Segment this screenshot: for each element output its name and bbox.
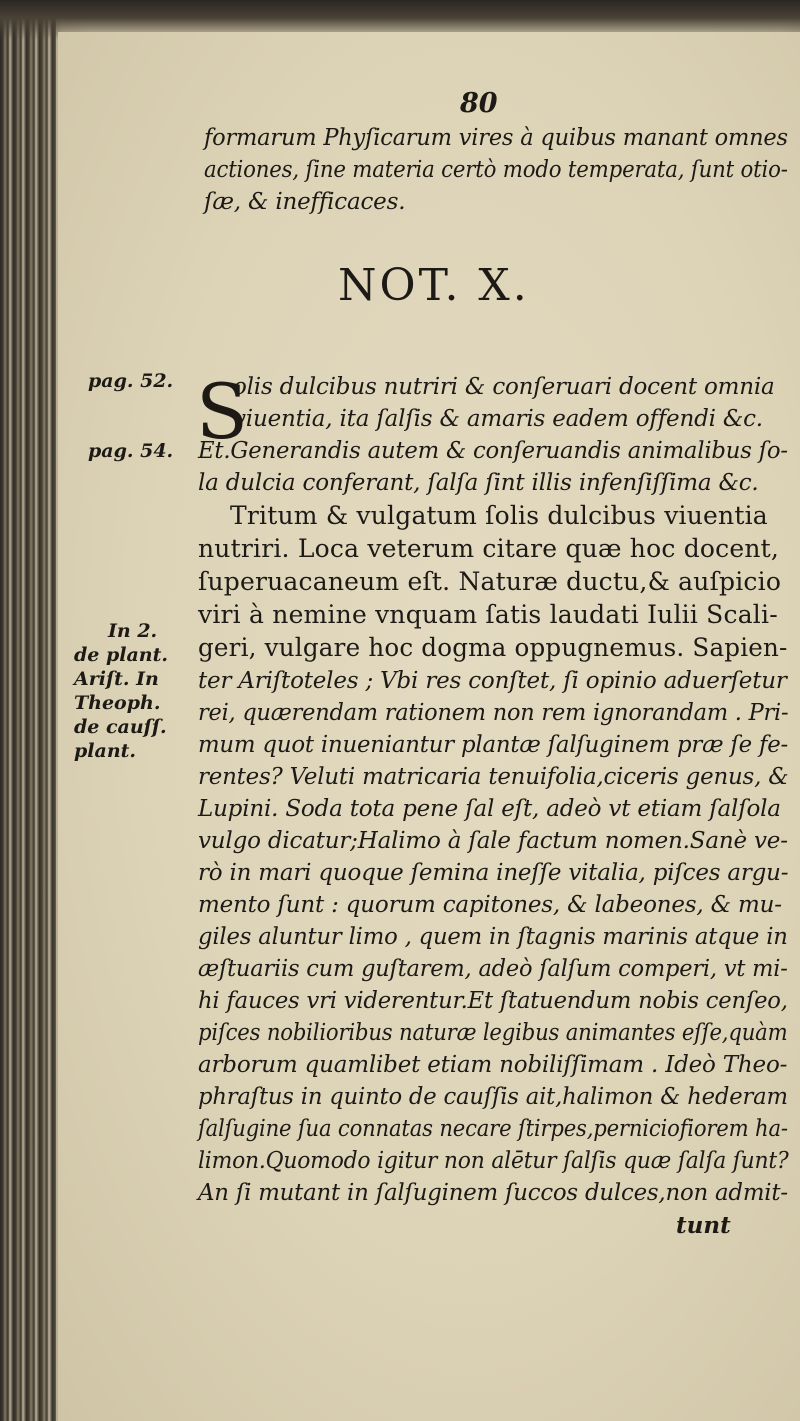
- body-line-26: An ſi mutant in ſalſuginem ſuccos dulces,non admit-: [198, 1180, 788, 1206]
- body-line-24: ſalſugine ſua connatas necare ſtirpes,perniciofiorem ha-: [198, 1116, 788, 1142]
- body-line-13: rentes? Veluti matricaria tenuifolia,ciceris genus, &: [198, 764, 789, 790]
- body-line-2: viuentia, ita ſalſis & amaris eadem offendi &c.: [233, 406, 763, 432]
- page-number: 80: [460, 88, 498, 119]
- body-line-19: æſtuariis cum guſtarem, adeò ſalſum comperi, vt mi-: [198, 956, 788, 982]
- body-line-17: mento ſunt : quorum capitones, & labeones, & mu-: [198, 892, 782, 918]
- body-line-9: geri, vulgare hoc dogma oppugnemus. Sapien-: [198, 633, 788, 662]
- margin-note-plant: plant.: [74, 740, 137, 762]
- catchword: tunt: [676, 1212, 731, 1239]
- body-line-1: olis dulcibus nutriri & conſeruari docent omnia: [233, 374, 775, 400]
- body-line-12: mum quot inueniantur plantæ ſalſuginem præ ſe fe-: [198, 732, 789, 758]
- top-line-1: formarum Phyſicarum vires à quibus manant omnes: [204, 125, 788, 151]
- book-page: [58, 32, 800, 1421]
- drop-cap: S: [196, 367, 249, 456]
- body-line-25: limon.Quomodo igitur non alētur ſalſis quæ ſalſa ſunt?: [198, 1148, 789, 1174]
- body-line-14: Lupini. Soda tota pene ſal eſt, adeò vt etiam ſalſola: [198, 796, 781, 822]
- body-line-5: Tritum & vulgatum ſolis dulcibus viuentia: [230, 501, 768, 530]
- margin-note-theoph: Theoph.: [74, 692, 161, 714]
- book-binding: [0, 0, 56, 1421]
- top-line-3: ſæ, & inefficaces.: [204, 189, 406, 215]
- body-line-18: giles aluntur limo , quem in ſtagnis marinis atque in: [198, 924, 788, 950]
- margin-note-arist: Ariſt. In: [74, 668, 159, 690]
- margin-note-de-causs: de cauſſ.: [74, 716, 167, 738]
- top-line-2: actiones, ſine materia certò modo temperata, ſunt otio-: [204, 157, 788, 183]
- body-line-23: phraſtus in quinto de cauſſis ait,halimon & hederam: [198, 1084, 788, 1110]
- body-line-16: rò in mari quoque ſemina ineſſe vitalia, piſces argu-: [198, 860, 789, 886]
- body-line-3: Et.Generandis autem & conſeruandis animalibus ſo-: [198, 438, 788, 464]
- body-line-8: viri à nemine vnquam ſatis laudati Iulii Scali-: [198, 600, 778, 629]
- body-line-22: arborum quamlibet etiam nobiliſſimam . Ideò Theo-: [198, 1052, 788, 1078]
- body-line-6: nutriri. Loca veterum citare quæ hoc docent,: [198, 534, 780, 563]
- body-line-21: piſces nobilioribus naturæ legibus animantes eſſe,quàm: [198, 1020, 788, 1046]
- body-line-20: hi fauces vri viderentur.Et ſtatuendum nobis cenſeo,: [198, 988, 788, 1014]
- page-text: [58, 32, 800, 1421]
- body-line-10: ter Ariſtoteles ; Vbi res conſtet, ſi opinio aduerſetur: [198, 668, 787, 694]
- body-line-15: vulgo dicatur;Halimo à ſale factum nomen.Sanè ve-: [198, 828, 788, 854]
- margin-note-pag-52: pag. 52.: [88, 370, 174, 392]
- margin-note-in-2: In 2.: [108, 620, 158, 642]
- margin-note-de-plant: de plant.: [74, 644, 169, 666]
- section-heading: NOT. X.: [338, 260, 530, 311]
- body-line-11: rei, quærendam rationem non rem ignorandam . Pri-: [198, 700, 789, 726]
- body-line-4: la dulcia conferant, ſalſa ſint illis infenſiſſima &c.: [198, 470, 759, 496]
- margin-note-pag-54: pag. 54.: [88, 440, 174, 462]
- body-line-7: ſuperuacaneum eſt. Naturæ ductu,& auſpicio: [198, 567, 782, 596]
